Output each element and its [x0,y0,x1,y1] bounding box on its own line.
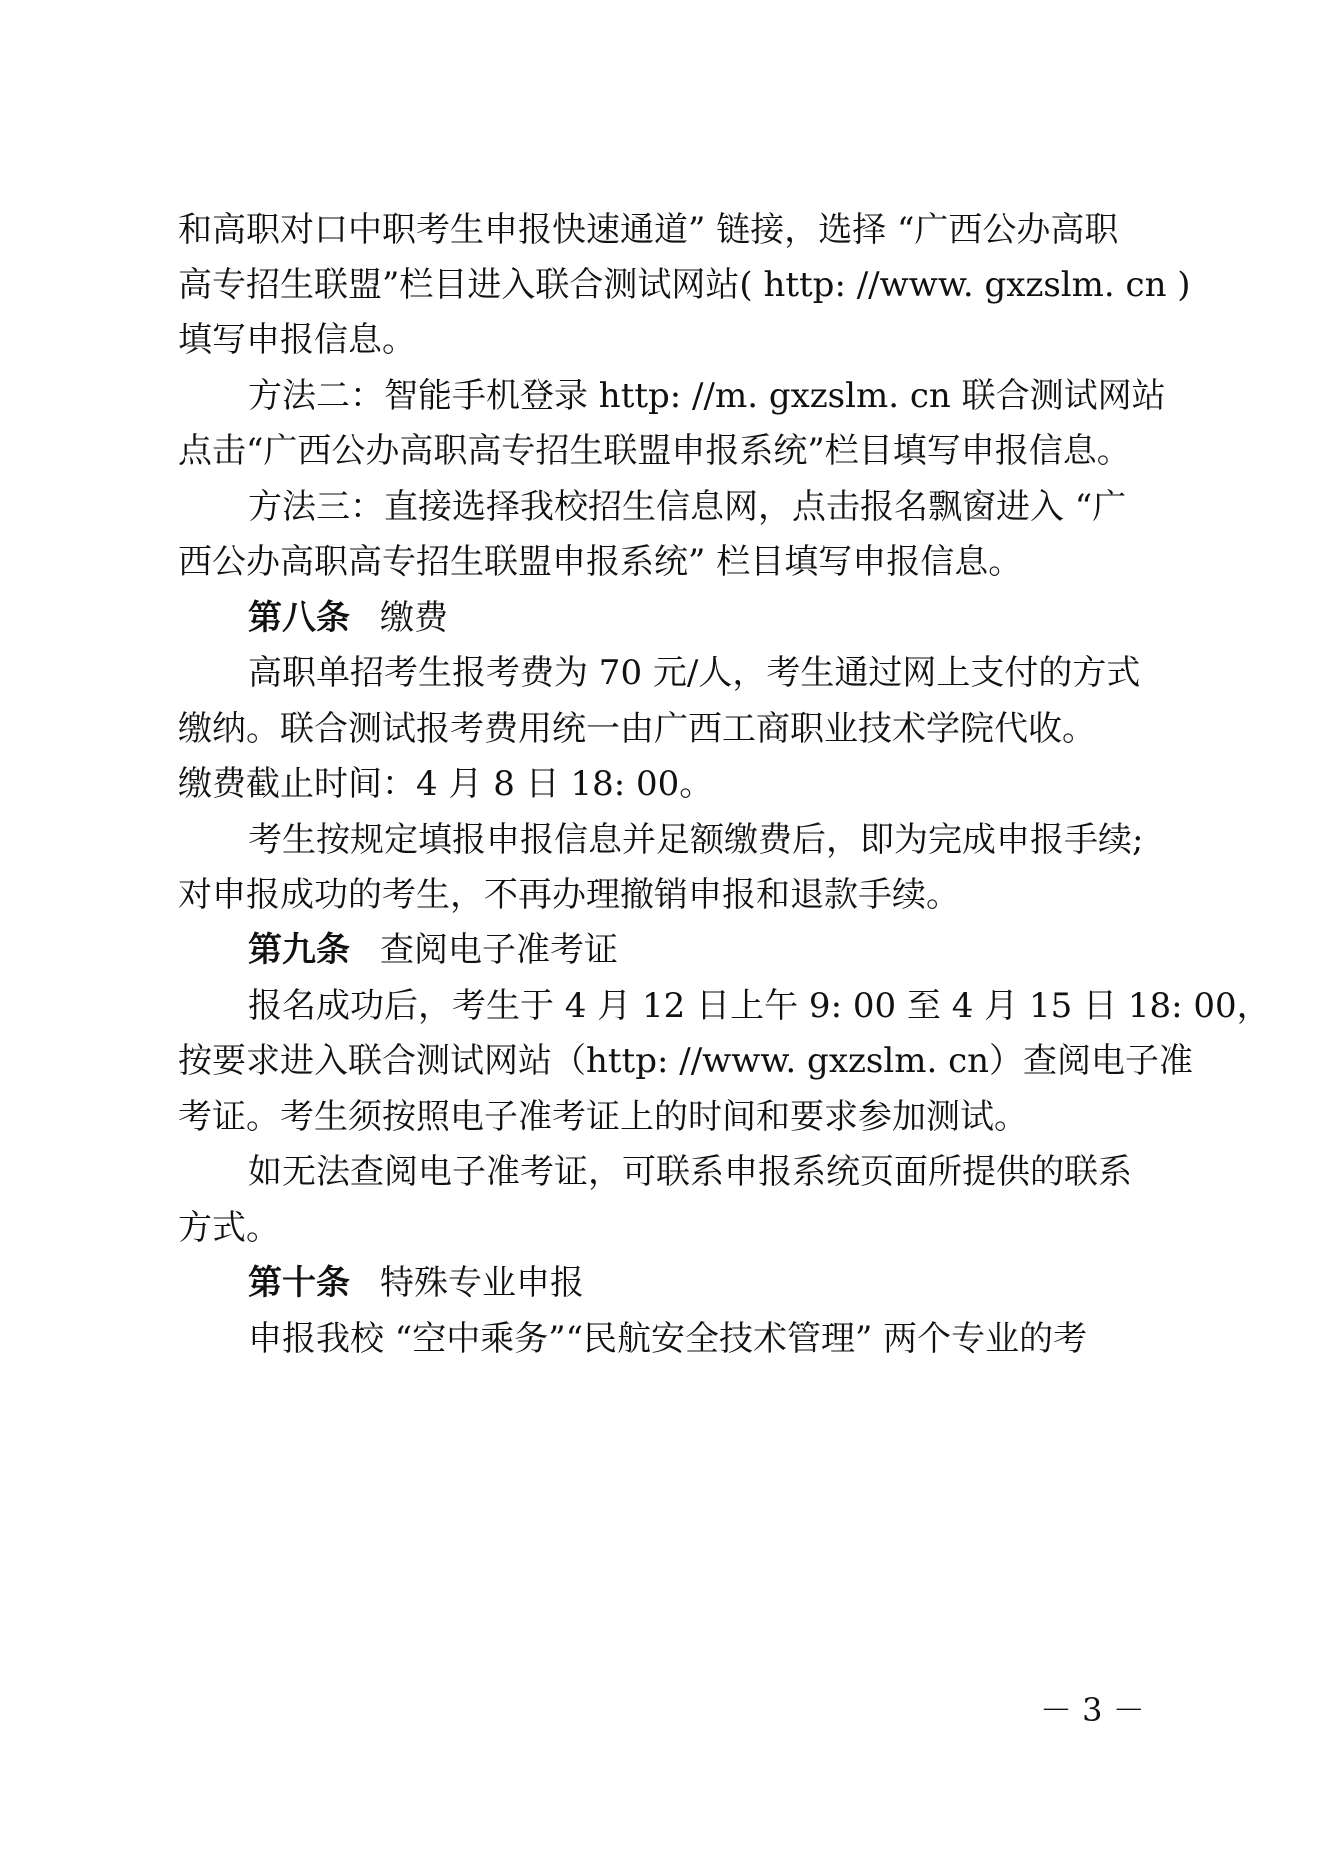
paragraph-line: 考生按规定填报申报信息并足额缴费后，即为完成申报手续; [248,820,1144,860]
paragraph-line: 申报我校 “空中乘务”“民航安全技术管理” 两个专业的考 [248,1319,1088,1359]
paragraph-line: 高职单招考生报考费为 70 元/人，考生通过网上支付的方式 [248,653,1141,693]
article-heading [248,922,618,978]
paragraph-line: 西公办高职高专招生联盟申报系统” 栏目填写申报信息。 [178,542,1023,582]
page-number: － 3 － [1040,1691,1145,1729]
article-number: 第十条 [248,1263,350,1303]
article-heading [248,590,448,646]
article-number: 第八条 [248,598,350,638]
paragraph-line: 报名成功后，考生于 4 月 12 日上午 9: 00 至 4 月 15 日 18: 00， [248,986,1271,1026]
paragraph-line: 方法二：智能手机登录 http: //m. gxzslm. cn 联合测试网站 [248,376,1166,416]
paragraph-line: 考证。考生须按照电子准考证上的时间和要求参加测试。 [178,1097,1028,1137]
paragraph-line: 按要求进入联合测试网站（http: //www. gxzslm. cn）查阅电子准 [178,1041,1194,1081]
article-title: 缴费 [380,598,448,638]
paragraph-line: 和高职对口中职考生申报快速通道” 链接，选择 “广西公办高职 [178,210,1119,250]
article-number: 第九条 [248,930,350,970]
paragraph-line: 缴纳。联合测试报考费用统一由广西工商职业技术学院代收。 [178,709,1096,749]
paragraph-line: 缴费截止时间：4 月 8 日 18: 00。 [178,764,714,804]
paragraph-line: 方法三：直接选择我校招生信息网，点击报名飘窗进入 “广 [248,487,1127,527]
paragraph-line: 高专招生联盟”栏目进入联合测试网站( http: //www. gxzslm. cn ) [178,265,1191,305]
article-title: 特殊专业申报 [380,1263,584,1303]
paragraph-line: 对申报成功的考生，不再办理撤销申报和退款手续。 [178,875,960,915]
paragraph-line: 方式。 [178,1208,280,1248]
paragraph-line: 填写申报信息。 [178,320,416,360]
paragraph-line: 如无法查阅电子准考证，可联系申报系统页面所提供的联系 [248,1152,1132,1192]
article-heading [248,1255,584,1311]
paragraph-line: 点击“广西公办高职高专招生联盟申报系统”栏目填写申报信息。 [178,431,1131,471]
article-title: 查阅电子准考证 [380,930,618,970]
